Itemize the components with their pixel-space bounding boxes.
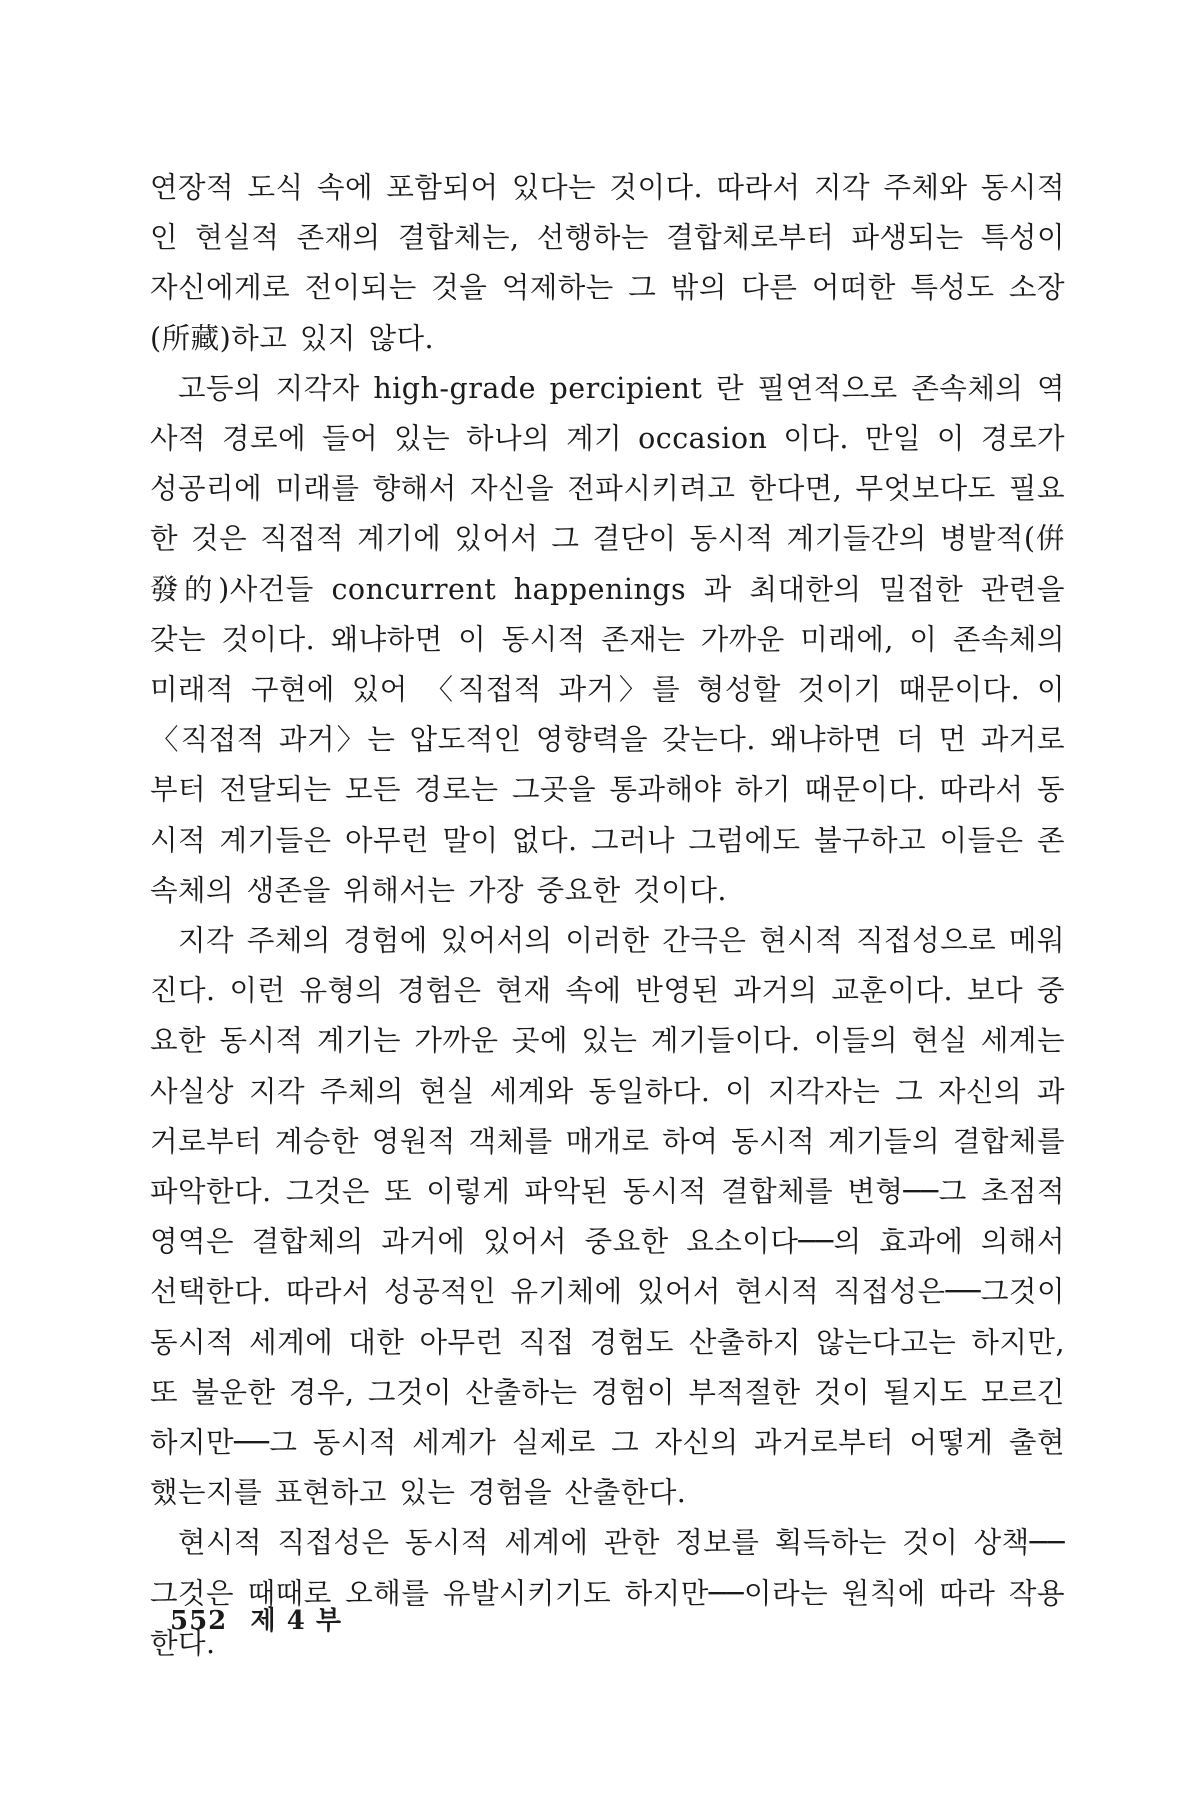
part-label: 제 4 부 <box>250 1606 342 1636</box>
page-footer <box>170 1600 342 1637</box>
page-number: 552 <box>170 1606 228 1636</box>
paragraph-4: 현시적 직접성은 동시적 세계에 관한 정보를 획득하는 것이 상책──그것은 때때로 오해를 유발시키기도 하지만──이라는 원칙에 따라 작용한다. <box>150 1526 1065 1660</box>
paragraph-3: 지각 주체의 경험에 있어서의 이러한 간극은 현시적 직접성으로 메워진다. 이런 유형의 경험은 현재 속에 반영된 과거의 교훈이다. 보다 중요한 동시적 계기는 가까운 곳에 있는 계기들이다. 이들의 현실 세계는 사실상 지각 주체의 현실 세계와 동일하다. 이 지각자는 그 자신의 과거로부터 계승한 영원적 객체를 매개로 하여 동시적 계기들의 결합체를 파악한다. 그것은 또 이렇게 파악된 동시적 결합체를 변형──그 초점적 영역은 결합체의 과거에 있어서 중요한 요소이다──의 효과에 의해서 선택한다. 따라서 성공적인 유기체에 있어서 현시적 직접성은──그것이 동시적 세계에 대한 아무런 직접 경험도 산출하지 않는다고는 하지만, 또 불운한 경우, 그것이 산출하는 경험이 부적절한 것이 될지도 모르긴 하지만──그 동시적 세계가 실제로 그 자신의 과거로부터 어떻게 출현했는지를 표현하고 있는 경험을 산출한다. <box>150 924 1065 1510</box>
paragraph-1: 연장적 도식 속에 포함되어 있다는 것이다. 따라서 지각 주체와 동시적인 현실적 존재의 결합체는, 선행하는 결합체로부터 파생되는 특성이 자신에게로 전이되는 것을 억제하는 그 밖의 다른 어떠한 특성도 소장(所藏)하고 있지 않다. <box>150 171 1065 355</box>
paragraph-2: 고등의 지각자 high-grade percipient 란 필연적으로 존속체의 역사적 경로에 들어 있는 하나의 계기 occasion 이다. 만일 이 경로가 성공리에 미래를 향해서 자신을 전파시키려고 한다면, 무엇보다도 필요한 것은 직접적 계기에 있어서 그 결단이 동시적 계기들간의 병발적(倂發的)사건들 concurrent happenings 과 최대한의 밀접한 관련을 갖는 것이다. 왜냐하면 이 동시적 존재는 가까운 미래에, 이 존속체의 미래적 구현에 있어 〈직접적 과거〉를 형성할 것이기 때문이다. 이 〈직접적 과거〉는 압도적인 영향력을 갖는다. 왜냐하면 더 먼 과거로부터 전달되는 모든 경로는 그곳을 통과해야 하기 때문이다. 따라서 동시적 계기들은 아무런 말이 없다. 그러나 그럼에도 불구하고 이들은 존속체의 생존을 위해서는 가장 중요한 것이다. <box>150 371 1065 907</box>
body-text <box>150 163 1065 1669</box>
